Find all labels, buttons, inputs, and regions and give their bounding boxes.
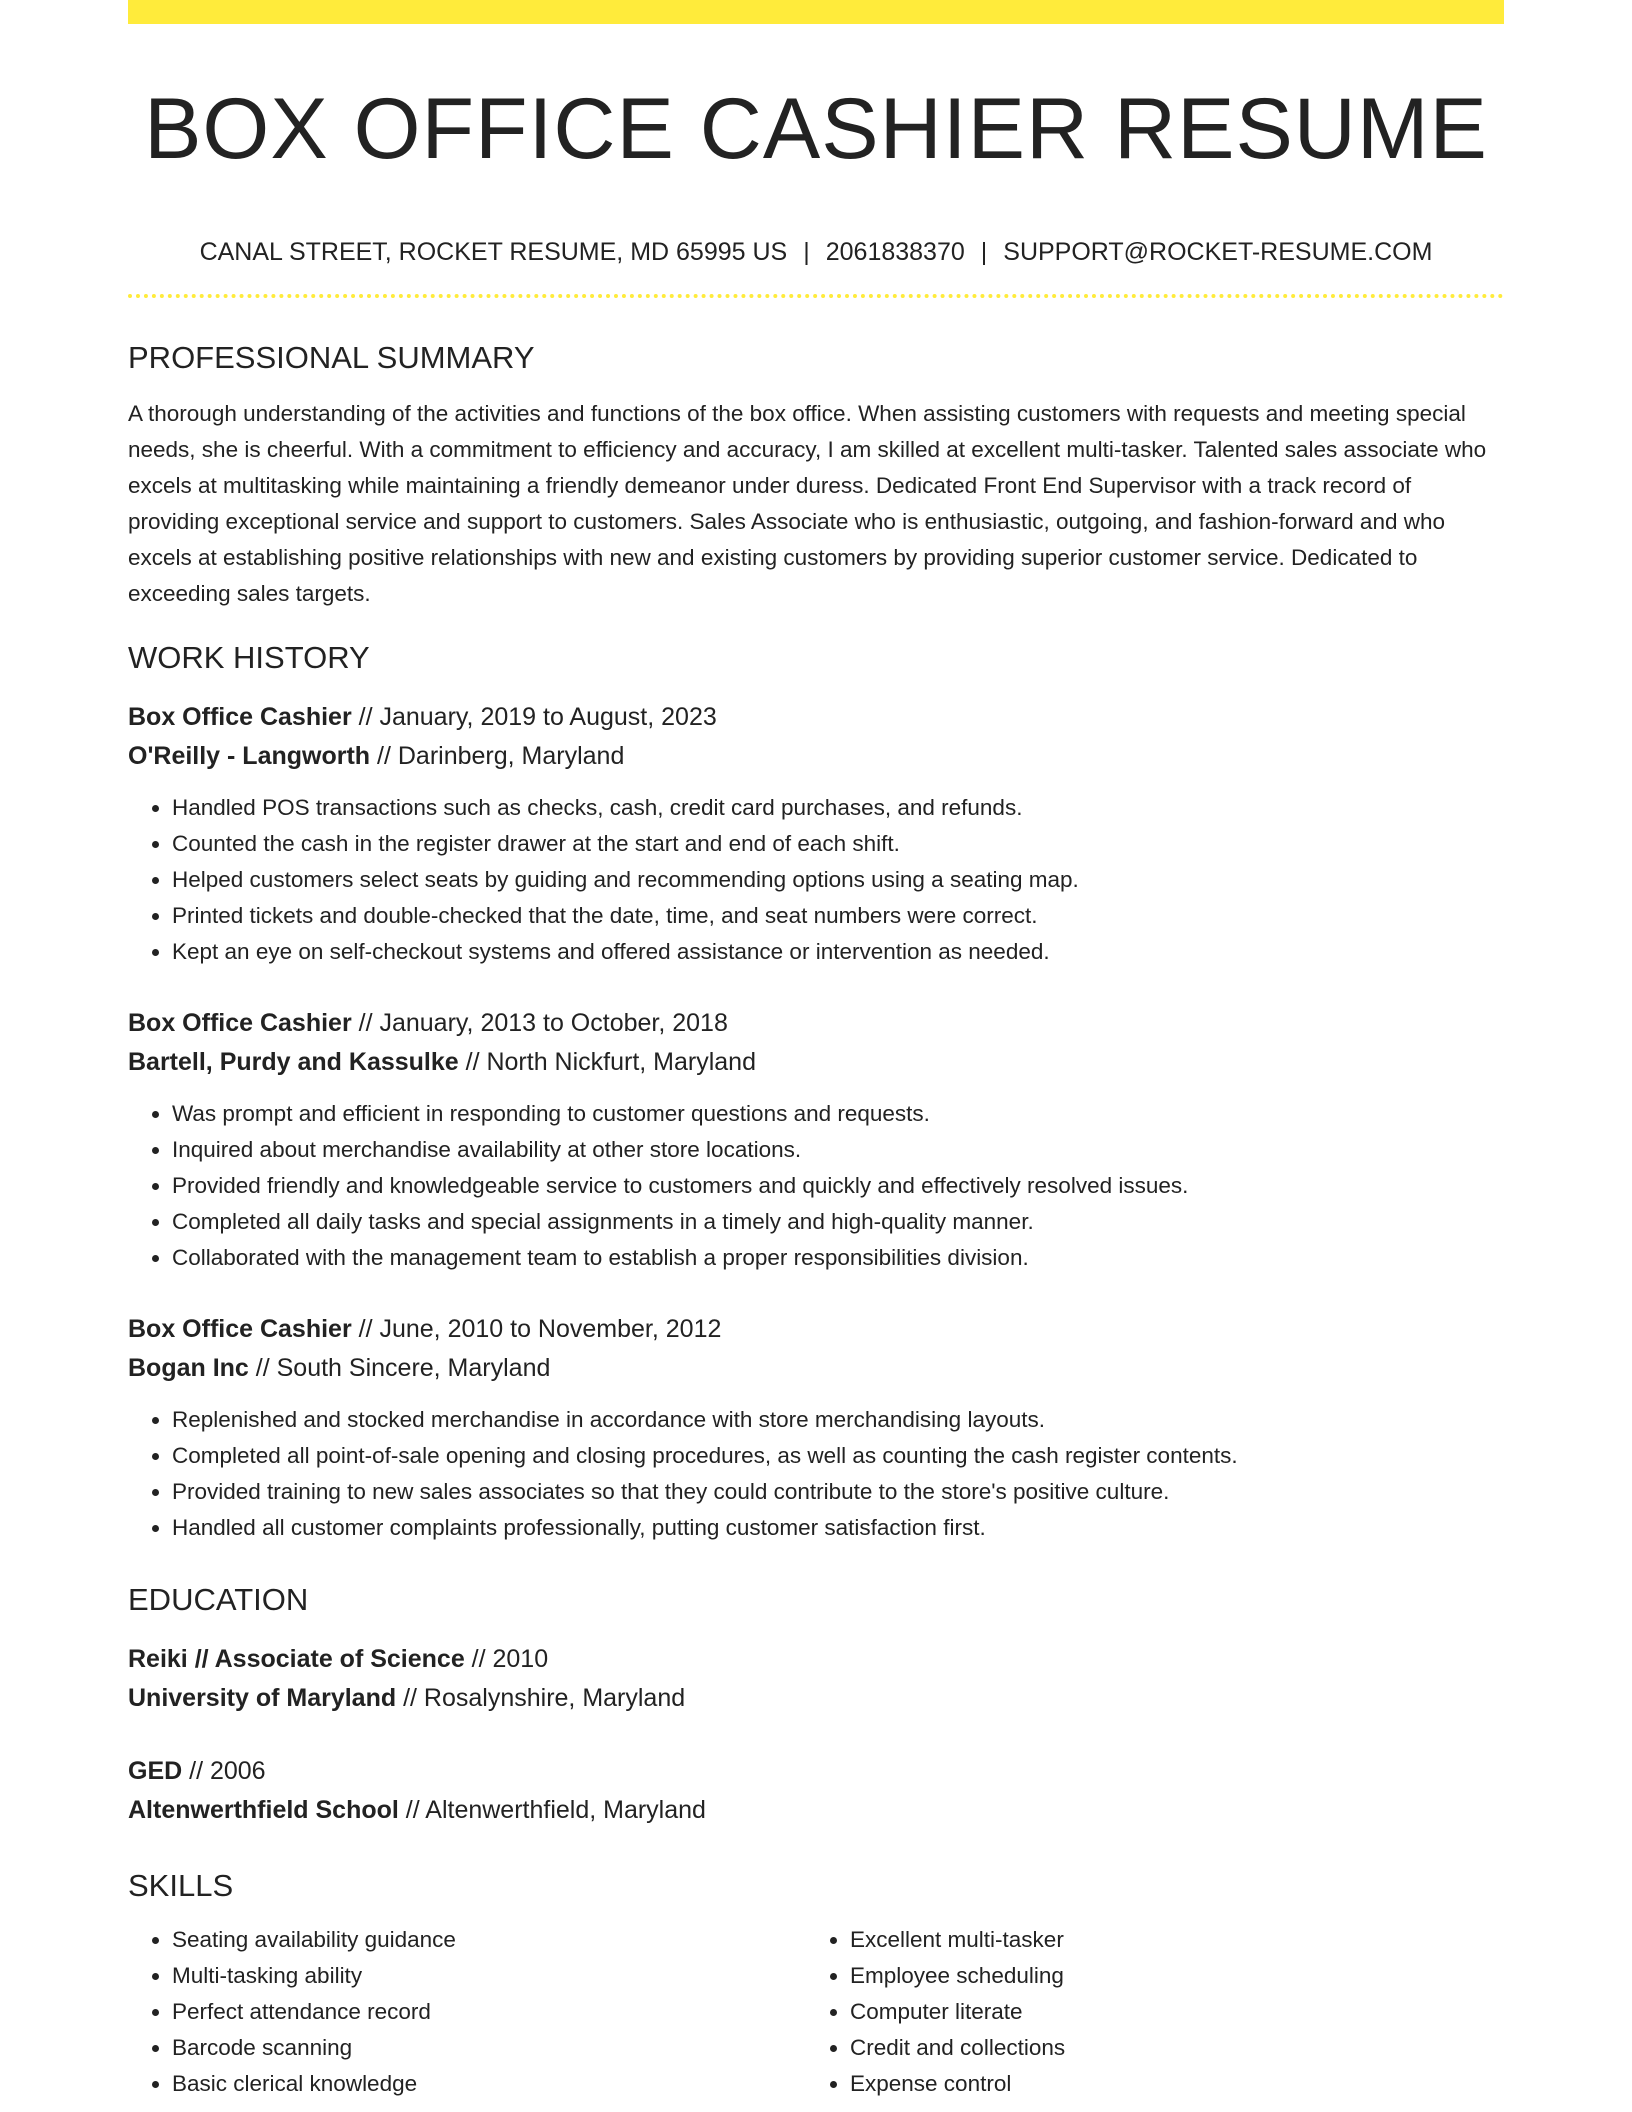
job-bullets: [128, 790, 1504, 970]
skill-item: • Multi-tasking ability: [172, 1958, 806, 1994]
skill-item: • Computer literate: [850, 1994, 1484, 2030]
job-dates: // January, 2019 to August, 2023: [351, 703, 717, 731]
skill-item: • Perfect attendance record: [172, 1994, 806, 2030]
job-bullet: • Helped customers select seats by guiding and recommending options using a seating map.: [172, 862, 1504, 898]
skill-item: • Basic clerical knowledge: [172, 2066, 806, 2102]
job-bullet: • Counted the cash in the register drawer at the start and end of each shift.: [172, 826, 1504, 862]
job-dates: // January, 2013 to October, 2018: [351, 1009, 728, 1037]
skills-right-list: [806, 1922, 1484, 2102]
education-entry: [128, 1640, 1504, 1718]
skills-left-list: [128, 1922, 806, 2102]
job-bullet: • Replenished and stocked merchandise in accordance with store merchandising layouts.: [172, 1402, 1504, 1438]
top-accent-bar: [128, 0, 1504, 24]
school: Altenwerthfield School: [128, 1796, 399, 1824]
job-company: Bogan Inc: [128, 1354, 249, 1382]
job-company-line: [128, 737, 1504, 776]
education-entry: [128, 1752, 1504, 1830]
job-title: Box Office Cashier: [128, 1009, 352, 1037]
school-line: [128, 1791, 1504, 1830]
degree-year: // 2006: [182, 1757, 266, 1785]
dotted-divider: [128, 294, 1504, 298]
work-history-heading: WORK HISTORY: [128, 640, 370, 675]
skill-item: • Seating availability guidance: [172, 1922, 806, 1958]
degree: Reiki // Associate of Science: [128, 1645, 465, 1673]
job-bullet: • Collaborated with the management team to establish a proper responsibilities division.: [172, 1240, 1504, 1276]
skill-item: • Barcode scanning: [172, 2030, 806, 2066]
skill-item: • Credit and collections: [850, 2030, 1484, 2066]
summary-heading: PROFESSIONAL SUMMARY: [128, 340, 535, 375]
school: University of Maryland: [128, 1684, 397, 1712]
job-location: // South Sincere, Maryland: [248, 1354, 551, 1382]
skill-item: • Excellent multi-tasker: [850, 1922, 1484, 1958]
job-title-line: [128, 1310, 1504, 1349]
job-bullet: • Inquired about merchandise availability at other store locations.: [172, 1132, 1504, 1168]
job-bullet: • Provided friendly and knowledgeable service to customers and quickly and effectively resolved issues.: [172, 1168, 1504, 1204]
contact-address: CANAL STREET, ROCKET RESUME, MD 65995 US: [199, 238, 788, 266]
contact-phone: 2061838370: [825, 238, 965, 266]
job-company-line: [128, 1043, 1504, 1082]
job-bullet: • Printed tickets and double-checked that the date, time, and seat numbers were correct.: [172, 898, 1504, 934]
job-title-line: [128, 698, 1504, 737]
degree-year: // 2010: [464, 1645, 549, 1673]
school-line: [128, 1679, 1504, 1718]
job-bullet: • Completed all point-of-sale opening and closing procedures, as well as counting the cash register contents.: [172, 1438, 1504, 1474]
job-bullet: • Kept an eye on self-checkout systems and offered assistance or intervention as needed.: [172, 934, 1504, 970]
contact-separator: |: [980, 238, 988, 266]
job-company: Bartell, Purdy and Kassulke: [128, 1048, 459, 1076]
contact-line: [128, 236, 1504, 268]
skills-heading: SKILLS: [128, 1868, 234, 1903]
resume-title: BOX OFFICE CASHIER RESUME: [144, 81, 1488, 177]
job-company-line: [128, 1349, 1504, 1388]
job-entry: [128, 1004, 1504, 1276]
job-title: Box Office Cashier: [128, 703, 352, 731]
job-bullet: • Was prompt and efficient in responding to customer questions and requests.: [172, 1096, 1504, 1132]
resume-page: [128, 0, 1504, 2102]
job-bullets: [128, 1402, 1504, 1546]
job-location: // North Nickfurt, Maryland: [458, 1048, 756, 1076]
job-title: Box Office Cashier: [128, 1315, 352, 1343]
contact-email: SUPPORT@ROCKET-RESUME.COM: [1003, 238, 1433, 266]
degree-line: [128, 1752, 1504, 1791]
contact-separator: |: [803, 238, 810, 266]
skills-columns: [128, 1922, 1504, 2102]
job-title-line: [128, 1004, 1504, 1043]
job-bullet: • Handled POS transactions such as checks, cash, credit card purchases, and refunds.: [172, 790, 1504, 826]
education-heading: EDUCATION: [128, 1582, 309, 1617]
degree-line: [128, 1640, 1504, 1679]
job-entry: [128, 1310, 1504, 1546]
job-bullet: • Provided training to new sales associates so that they could contribute to the store's positive culture.: [172, 1474, 1504, 1510]
job-company: O'Reilly - Langworth: [128, 742, 371, 770]
job-bullets: [128, 1096, 1504, 1276]
school-location: // Rosalynshire, Maryland: [396, 1684, 686, 1712]
job-location: // Darinberg, Maryland: [370, 742, 625, 770]
school-location: // Altenwerthfield, Maryland: [398, 1796, 706, 1824]
job-bullet: • Handled all customer complaints professionally, putting customer satisfaction first.: [172, 1510, 1504, 1546]
skill-item: • Expense control: [850, 2066, 1484, 2102]
summary-text: A thorough understanding of the activities and functions of the box office. When assisting customers with requests and meeting special needs, she is cheerful. With a commitment to efficiency and accuracy, I am skilled at excellent multi-tasker. Talented sales associate who excels at multitasking while maintaining a friendly demeanor under duress. Dedicated Front End Supervisor with a track record of providing exceptional service and support to customers. Sales Associate who is enthusiastic, outgoing, and fashion-forward and who excels at establishing positive relationships with new and existing customers by providing superior customer service. Dedicated to exceeding sales targets.: [128, 401, 1487, 606]
job-bullet: • Completed all daily tasks and special assignments in a timely and high-quality manner.: [172, 1204, 1504, 1240]
skill-item: • Employee scheduling: [850, 1958, 1484, 1994]
degree: GED: [128, 1757, 183, 1785]
job-dates: // June, 2010 to November, 2012: [351, 1315, 722, 1343]
job-entry: [128, 698, 1504, 970]
